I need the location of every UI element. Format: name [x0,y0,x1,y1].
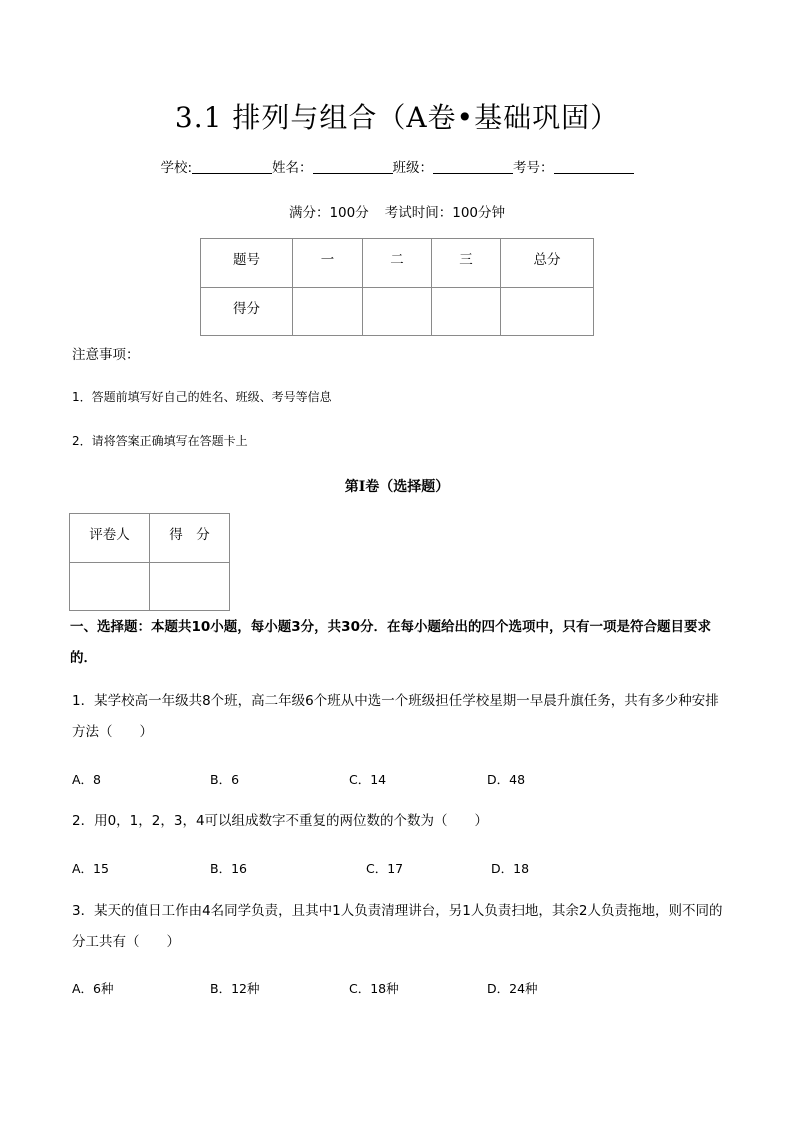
option-d[interactable]: D．18 [491,861,530,876]
option-b[interactable]: B．12种 [210,981,260,996]
exam-no-label: 考号： [513,160,554,176]
notice-item: 2．请将答案正确填写在答题卡上 [72,434,248,448]
option-a[interactable]: A．15 [72,861,109,876]
name-label: 姓名： [272,160,313,176]
full-score: 满分：100分 [288,205,369,221]
grader-table [69,513,230,611]
class-label: 班级： [392,160,434,176]
notice-heading: 注意事项： [72,347,140,363]
part-heading: 一、选择题：本题共10小题，每小题3分，共30分．在每小题给出的四个选项中，只有一项是符合题目要求的． [70,619,711,666]
option-c[interactable]: C．14 [349,772,387,787]
school-label: 学校: [160,160,193,176]
question-stem: 3．某天的值日工作由4名同学负责，且其中1人负责清理讲台，另1人负责扫地，其余2人负责拖地，则不同的分工共有（ ） [72,903,723,950]
score-header: 总分 [501,239,594,288]
grader-score-cell[interactable] [150,563,230,611]
exam-meta [0,201,794,221]
score-table [200,238,594,336]
class-field[interactable] [433,159,513,174]
exam-no-field[interactable] [554,159,634,174]
score-cell[interactable] [293,288,363,336]
score-header: 三 [432,239,501,288]
option-c[interactable]: C．17 [366,861,404,876]
score-label: 得 分 [150,514,230,563]
section-title: 第I卷（选择题） [344,479,450,495]
student-info-line [0,156,794,176]
score-cell[interactable] [432,288,501,336]
question-stem: 2．用0，1，2，3，4可以组成数字不重复的两位数的个数为（ ） [72,813,489,829]
option-b[interactable]: B．16 [210,861,247,876]
exam-time: 考试时间：100分钟 [384,205,506,221]
option-c[interactable]: C．18种 [349,981,399,996]
notice-item: 1．答题前填写好自己的姓名、班级、考号等信息 [72,390,332,404]
score-header: 一 [293,239,363,288]
score-cell[interactable] [501,288,594,336]
school-field[interactable] [192,159,272,174]
option-d[interactable]: D．48 [487,772,526,787]
score-header: 二 [363,239,432,288]
grader-cell[interactable] [70,563,150,611]
question-stem: 1．某学校高一年级共8个班，高二年级6个班从中选一个班级担任学校星期一早晨升旗任务，共有多少种安排方法（ ） [72,693,719,740]
page-title: 3.1 排列与组合（A卷•基础巩固） [174,101,620,134]
name-field[interactable] [313,159,393,174]
grader-label: 评卷人 [70,514,150,563]
score-cell[interactable] [363,288,432,336]
option-a[interactable]: A．8 [72,772,102,787]
option-b[interactable]: B．6 [210,772,240,787]
score-row-label: 得分 [201,288,293,336]
option-d[interactable]: D．24种 [487,981,538,996]
score-header: 题号 [201,239,293,288]
option-a[interactable]: A．6种 [72,981,114,996]
